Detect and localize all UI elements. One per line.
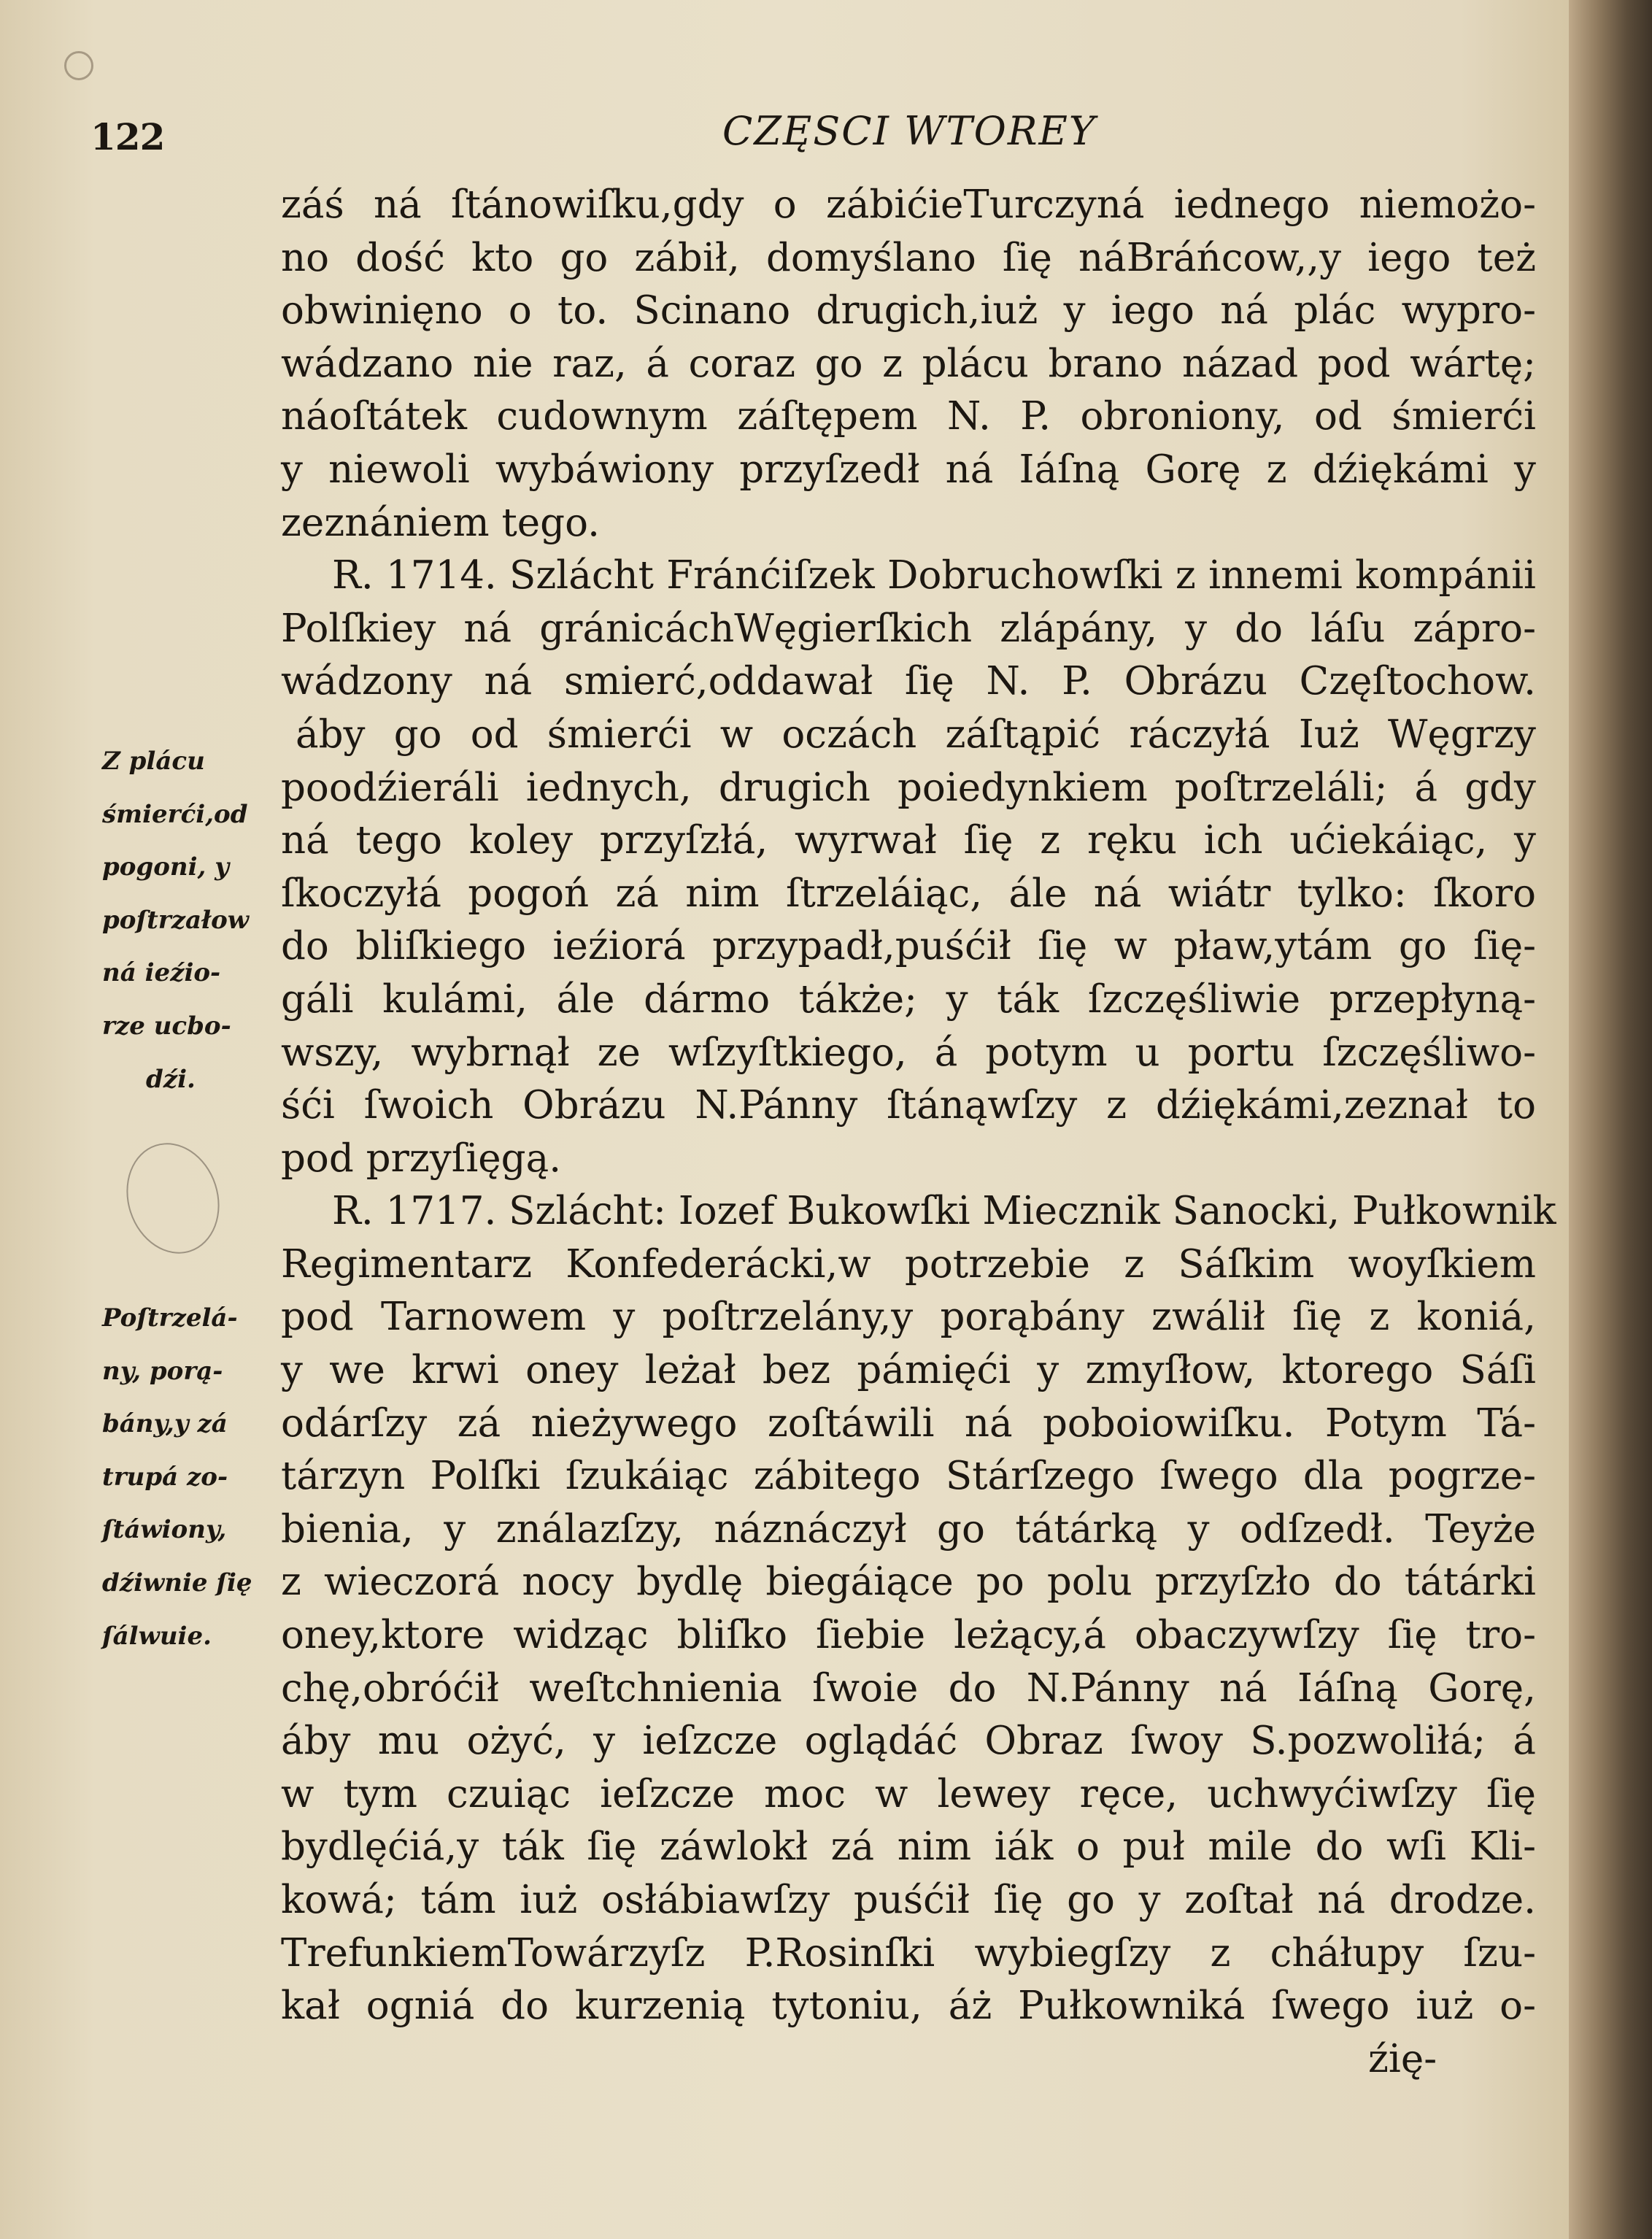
margin-note-line: dźiwnie ſię: [102, 1568, 252, 1598]
running-head: CZĘSCI WTOREY: [722, 108, 1097, 154]
text-line: ná tego koley przyſzłá, wyrwał ſię z ręku ich ućiekáiąc, y: [281, 818, 1536, 863]
text-line: śći ſwoich Obrázu N.Pánny ſtánąwſzy z dźiękámi,zeznał to: [281, 1083, 1536, 1128]
text-line: R. 1717. Szlácht: Iozef Bukowſki Miecznik Sanocki, Pułkownik: [332, 1189, 1556, 1234]
text-line: wádzano nie raz, á coraz go z plácu brano názad pod wártę;: [281, 341, 1536, 386]
text-line: y niewoli wybáwiony przyſzedł ná Iáſną Gorę z dźiękámi y: [281, 447, 1536, 492]
text-line: chę,obróćił weſtchnienia ſwoie do N.Pánny ná Iáſną Gorę,: [281, 1665, 1536, 1711]
body-text: [281, 179, 1556, 2086]
margin-note-line: trupá zo-: [102, 1462, 228, 1492]
margin-note-wounded: [102, 1292, 266, 1662]
text-line: kowá; tám iuż osłábiawſzy puśćił ſię go y zoſtał ná drodze.: [281, 1878, 1536, 1922]
catchword: źię-: [1368, 2036, 1437, 2081]
margin-note-line: ny, porą-: [102, 1356, 223, 1386]
text-line: no dość kto go zábił, domyślano ſię náBráńcow,,y iego też: [281, 235, 1536, 280]
text-line: ſkoczyłá pogoń zá nim ſtrzeláiąc, ále ná wiátr tylko: ſkoro: [281, 871, 1536, 916]
page-number: 122: [90, 115, 165, 158]
ink-circle-mark: [112, 1131, 233, 1266]
text-line: bienia, y ználazſzy, náznáczył go tátárką y odſzedł. Teyże: [281, 1506, 1536, 1552]
text-line: wszy, wybrnął ze wſzyſtkiego, á potym u portu ſzczęśliwo-: [281, 1030, 1536, 1075]
text-line: z wieczorá nocy bydlę biegáiące po polu przyſzło do tátárki: [281, 1560, 1536, 1605]
text-line: Polſkiey ná gránicáchWęgierſkich zlápány, y do láſu zápro-: [281, 606, 1536, 651]
margin-note-line: Poſtrzelá-: [102, 1303, 238, 1333]
text-line: kał ogniá do kurzenią tytoniu, áż Pułkowniká ſwego iuż o-: [281, 1984, 1536, 2029]
margin-note-line: rze ucbo-: [102, 1011, 231, 1041]
text-line: y we krwi oney leżał bez pámięći y zmyſłow, ktorego Sáſi: [281, 1348, 1536, 1393]
text-line: odárſzy zá nieżywego zoſtáwili ná poboiowiſku. Potym Tá-: [281, 1400, 1536, 1446]
text-line: Regimentarz Konfederácki,w potrzebie z Sáſkim woyſkiem: [281, 1241, 1536, 1287]
margin-note-line: poſtrzałow: [102, 905, 250, 935]
margin-note-line: ná ieźio-: [102, 958, 221, 988]
margin-note-line: śmierći,od: [102, 799, 248, 829]
text-line: tárzyn Polſki ſzukáiąc zábitego Stárſzego ſwego dla pogrze-: [281, 1454, 1536, 1499]
text-line: do bliſkiego ieźiorá przypadł,puśćił ſię w pław,ytám go ſię-: [281, 924, 1536, 969]
text-line: oney,ktore widząc bliſko ſiebie leżący,á obaczywſzy ſię tro-: [281, 1613, 1536, 1658]
binding-gutter: [1569, 0, 1652, 2239]
margin-note-line: dźi.: [146, 1064, 196, 1094]
text-line: gáli kulámi, ále dármo tákże; y ták ſzczęśliwie przepłyną-: [281, 976, 1536, 1022]
text-line: poodźieráli iednych, drugich poiedynkiem poſtrzeláli; á gdy: [281, 765, 1536, 810]
text-line: wádzony ná smierć,oddawał ſię N. P. Obrázu Częſtochow.: [281, 659, 1536, 704]
margin-note-line: ſálwuie.: [102, 1621, 212, 1651]
margin-note-line: pogoni, y: [102, 852, 229, 882]
binding-hole: [64, 51, 93, 80]
text-line: pod Tarnowem y poſtrzelány,y porąbány zwálił ſię z koniá,: [281, 1295, 1536, 1340]
text-line: náoſtátek cudownym záſtępem N. P. obroniony, od śmierći: [281, 394, 1536, 439]
margin-note-line: ſtáwiony,: [102, 1515, 227, 1545]
text-line: pod przyſięgą.: [281, 1136, 562, 1181]
text-line: R. 1714. Szlácht Fránćiſzek Dobruchowſki z innemi kompánii: [332, 553, 1536, 598]
margin-note-line: bány,y zá: [102, 1409, 228, 1439]
text-line: bydlęćiá,y ták ſię záwlokł zá nim iák o puł mile do wſi Kli-: [281, 1824, 1536, 1870]
text-line: TrefunkiemTowárzyſz P.Rosinſki wybiegſzy z cháłupy ſzu-: [281, 1930, 1536, 1976]
margin-note-line: Z plácu: [102, 747, 205, 776]
text-line: zeznániem tego.: [281, 500, 600, 545]
text-line: w tym czuiąc ieſzcze moc w lewey ręce, uchwyćiwſzy ſię: [281, 1771, 1536, 1816]
text-line: áby mu ożyć, y ieſzcze oglądáć Obraz ſwoy S.pozwoliłá; á: [281, 1719, 1536, 1764]
text-line: záś ná ſtánowiſku,gdy o zábićieTurczyná iednego niemożo-: [281, 182, 1536, 227]
text-line: obwinięno o to. Scinano drugich,iuż y iego ná plác wypro-: [281, 288, 1536, 334]
text-line: áby go od śmierći w oczách záſtąpić ráczyłá Iuż Węgrzy: [296, 712, 1536, 757]
margin-note-escape: [102, 735, 266, 1106]
